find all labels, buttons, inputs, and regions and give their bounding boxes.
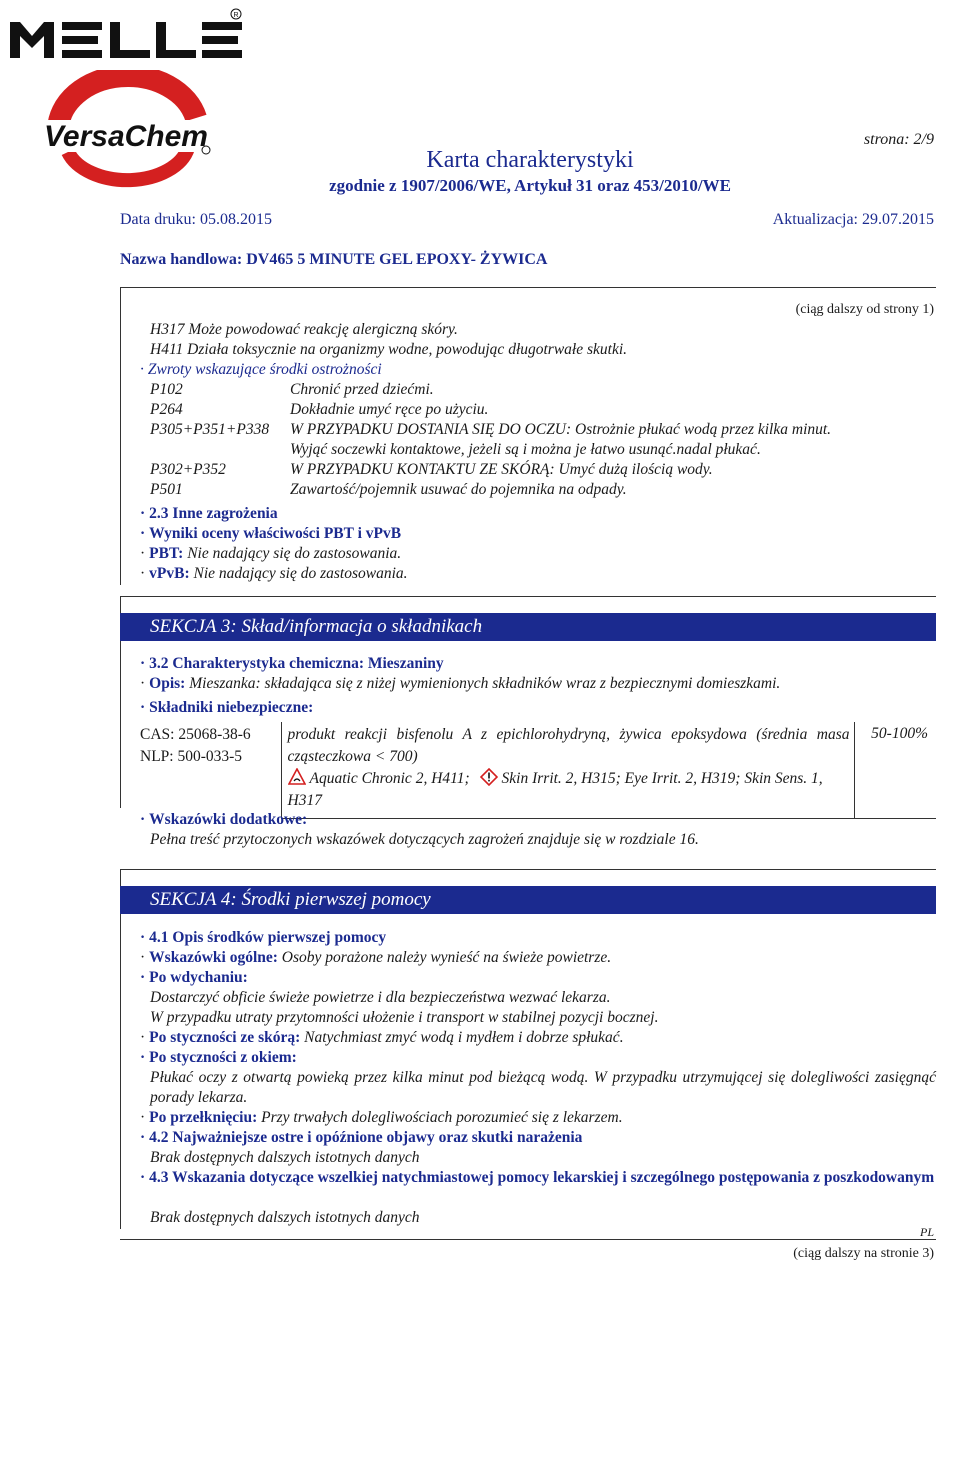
p-code: P302+P352 [150,461,226,478]
classification-skin-eye: Skin Irrit. 2, H315; Eye Irrit. 2, H319; Skin Sens. 1, H317 [287,770,823,809]
general-value: Osoby porażone należy wynieść na świeże powietrze. [277,949,612,966]
document-title: Karta charakterystyki [426,147,634,173]
footer-divider [120,1239,936,1240]
general-label: Wskazówki ogólne: [149,949,278,966]
p-code: P264 [150,401,183,418]
swallow-value: Przy trwałych dolegliwościach porozumieć się z lekarzem. [257,1109,623,1126]
inhalation-text-2: W przypadku utraty przytomności ułożenie i transport w stabilnej pozycji bocznej. [150,1009,659,1026]
section-3-2-heading: · 3.2 Charakterystyka chemiczna: Mieszaniny [140,654,444,674]
hazardous-components-heading: · Składniki niebezpieczne: [140,698,313,718]
continued-from-note: (ciąg dalszy od strony 1) [795,302,934,317]
document-subtitle: zgodnie z 1907/2006/WE, Artykuł 31 oraz 453/2010/WE [329,176,731,195]
pbt-row [140,544,401,564]
section-4-title: SEKCJA 4: Środki pierwszej pomocy [120,886,936,914]
environment-hazard-icon [288,768,306,786]
vpvb-value: Nie nadający się do zastosowania. [189,565,408,582]
p-text: W PRZYPADKU KONTAKTU ZE SKÓRĄ: Umyć dużą ilością wody. [290,461,713,478]
swallow-label: Po przełknięciu: [149,1109,258,1126]
skin-label: Po styczności ze skórą: [149,1029,301,1046]
section-4-2-heading: · 4.2 Najważniejsze ostre i opóźnione objawy oraz skutki narażenia [140,1128,582,1148]
skin-value: Natychmiast zmyć wodą i mydłem i dobrze spłukać. [300,1029,624,1046]
inhalation-label: · Po wdychaniu: [140,968,248,988]
trade-name [120,250,547,270]
melle-logo [10,8,242,60]
opis-label: Opis: [149,675,186,692]
p-code: P102 [150,381,183,398]
component-ids [140,722,281,819]
exclamation-hazard-icon [480,768,498,786]
p-text: Chronić przed dziećmi. [290,381,434,398]
section-4-3-heading: · 4.3 Wskazania dotyczące wszelkiej natychmiastowej pomocy lekarskiej i szczególnego postępowania z poszkodowanym [140,1168,936,1188]
component-concentration: 50-100% [854,722,936,819]
page-number: strona: 2/9 [863,131,934,148]
section-3-title: SEKCJA 3: Skład/informacja o składnikach [120,613,936,641]
additional-info-heading: · Wskazówki dodatkowe: [140,810,307,830]
h411-statement: H411 Działa toksycznie na organizmy wodne, powodując długotrwałe skutki. [150,341,628,358]
eye-label: · Po styczności z okiem: [140,1048,297,1068]
skin-row [140,1028,624,1048]
print-date: Data druku: 05.08.2015 [120,211,272,228]
svg-text:R: R [233,12,239,19]
p-code: P501 [150,481,183,498]
nlp-number: NLP: 500-033-5 [140,748,243,765]
language-code: PL [919,1225,934,1239]
pbt-value: Nie nadający się do zastosowania. [183,545,402,562]
additional-info-text: Pełna treść przytoczonych wskazówek dotyczących zagrożeń znajduje się w rozdziale 16. [150,831,699,848]
precaution-heading: · Zwroty wskazujące środki ostrożności [140,360,382,380]
swallow-row [140,1108,623,1128]
p-text: Zawartość/pojemnik usuwać do pojemnika na odpady. [290,481,627,498]
other-hazards-heading: · 2.3 Inne zagrożenia [140,504,278,524]
vpvb-row [140,564,408,584]
section-4-1-heading: · 4.1 Opis środków pierwszej pomocy [140,928,386,948]
h317-statement: H317 Może powodować reakcję alergiczną skóry. [150,321,458,338]
pbt-heading: · Wyniki oceny właściwości PBT i vPvB [140,524,401,544]
table-row [140,722,936,819]
continued-on-note: (ciąg dalszy na stronie 3) [793,1246,934,1261]
component-name: produkt reakcji bisfenolu A z epichlorohydryną, żywica epoksydowa (średnia masa cząsteczkowa < 700) [287,726,850,765]
trade-name-label: Nazwa handlowa: [120,251,247,268]
p-text: Dokładnie umyć ręce po użyciu. [290,401,489,418]
section-4-2-text: Brak dostępnych dalszych istotnych danych [150,1149,420,1166]
opis-value: Mieszanka: składająca się z niżej wymienionych składników wraz z bezpiecznymi domieszkami. [185,675,781,692]
trade-name-value: DV465 5 MINUTE GEL EPOXY- ŻYWICA [246,251,548,268]
vpvb-label: vPvB: [149,565,190,582]
general-row [140,948,611,968]
p-text: W PRZYPADKU DOSTANIA SIĘ DO OCZU: Ostrożnie płukać wodą przez kilka minut. [290,421,832,438]
p-text: Wyjąć soczewki kontaktowe, jeżeli są i można je łatwo usunąć.nadal płukać. [290,441,761,458]
cas-number: CAS: 25068-38-6 [140,726,251,743]
update-date: Aktualizacja: 29.07.2015 [772,211,934,228]
svg-text:VersaChem: VersaChem [44,120,208,153]
components-table [140,722,936,819]
classification-aquatic: Aquatic Chronic 2, H411; [309,770,470,787]
eye-text: Płukać oczy z otwartą powieką przez kilka minut pod bieżącą wodą. W przypadku utrzymującej się dolegliwości zasięgnąć porady lekarza. [150,1069,936,1106]
pbt-label: PBT: [149,545,184,562]
p-code: P305+P351+P338 [150,421,270,438]
component-classification [288,768,850,812]
section-4-3-text: Brak dostępnych dalszych istotnych danych [150,1209,420,1226]
opis-row [140,674,780,694]
inhalation-text-1: Dostarczyć obficie świeże powietrze i dla bezpieczeństwa wezwać lekarza. [150,989,611,1006]
component-description [281,722,854,819]
